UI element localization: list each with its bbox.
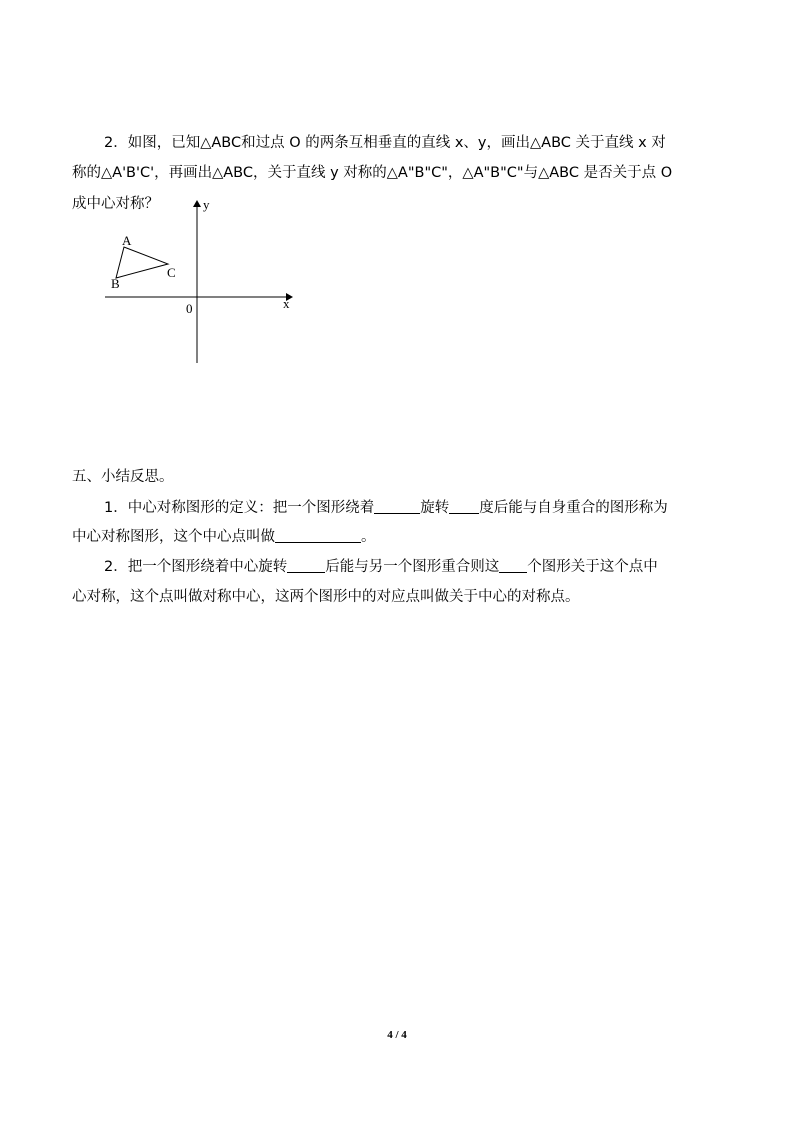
blank-rotation-degree[interactable] xyxy=(449,498,479,514)
item1-text-a: 1．中心对称图形的定义：把一个图形绕着 xyxy=(104,500,375,516)
problem2-line3: 成中心对称？ xyxy=(72,196,159,212)
summary-item2-line1 xyxy=(104,557,658,577)
label-c: C xyxy=(167,265,176,280)
blank-figure-count[interactable] xyxy=(499,557,527,573)
triangle-abc xyxy=(116,247,168,278)
summary-item1-line2 xyxy=(72,527,376,547)
item2-text-a: 2．把一个图形绕着中心旋转 xyxy=(104,559,288,575)
label-a: A xyxy=(122,233,132,248)
blank-rotation-angle[interactable] xyxy=(287,557,325,573)
item2-text-b: 后能与另一个图形重合则这 xyxy=(325,559,500,575)
item1-text-c: 度后能与自身重合的图形称为 xyxy=(479,500,668,516)
label-y: y xyxy=(203,197,210,212)
label-b: B xyxy=(111,276,120,291)
item2-text-c: 个图形关于这个点中 xyxy=(527,559,658,575)
item1-line2-a: 中心对称图形，这个中心点叫做 xyxy=(72,529,275,545)
summary-item2-line2: 心对称，这个点叫做对称中心，这两个图形中的对应点叫做关于中心的对称点。 xyxy=(72,589,580,605)
item1-text-b: 旋转 xyxy=(420,500,450,516)
problem2-line1: 2．如图，已知△ABC和过点 O 的两条互相垂直的直线 x、y，画出△ABC 关于直线 x 对 xyxy=(104,135,666,151)
item1-line2-b: 。 xyxy=(361,529,376,545)
problem2-line2: 称的△A'B'C'，再画出△ABC，关于直线 y 对称的△A"B"C"，△A"B"C"与△ABC 是否关于点 O xyxy=(72,165,673,181)
label-origin: 0 xyxy=(186,301,193,316)
blank-rotation-center[interactable] xyxy=(374,498,420,514)
label-x: x xyxy=(283,296,290,311)
summary-item1-line1 xyxy=(104,498,668,518)
blank-center-point-name[interactable] xyxy=(275,527,361,543)
page-number: 4 / 4 xyxy=(387,1029,407,1041)
y-axis-arrow xyxy=(193,200,201,207)
section5-heading: 五、小结反思。 xyxy=(72,469,174,485)
coordinate-figure xyxy=(100,193,300,368)
